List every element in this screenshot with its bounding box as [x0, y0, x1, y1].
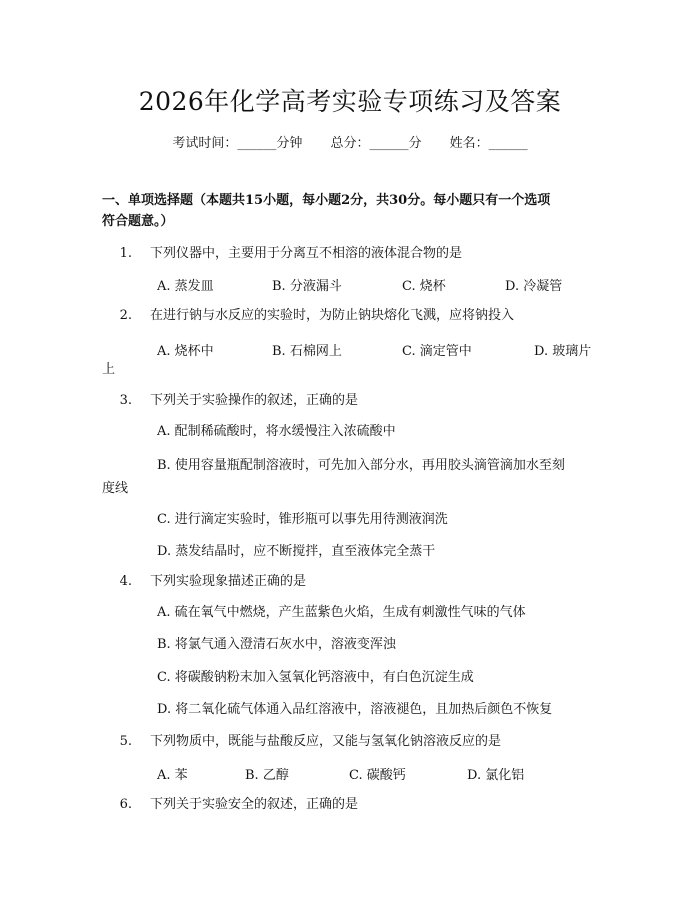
- question-6: [102, 795, 602, 815]
- question-5: [102, 732, 602, 752]
- question-text: 下列实验现象描述正确的是: [150, 574, 307, 589]
- option-a: A. 蒸发皿: [157, 279, 214, 294]
- question-number: 1.: [119, 246, 132, 261]
- question-text: 下列关于实验操作的叙述，正确的是: [150, 393, 359, 408]
- question-number: 6.: [119, 797, 132, 812]
- question-4-option-a: A. 硫在氧气中燃烧，产生蓝紫色火焰，生成有刺激性气味的气体: [157, 605, 526, 620]
- question-3: [102, 391, 602, 411]
- question-text: 下列仪器中，主要用于分离互不相溶的液体混合物的是: [150, 246, 463, 261]
- section-heading-line1: 一、单项选择题（本题共15小题，每小题2分，共30分。每小题只有一个选项: [102, 193, 551, 208]
- exam-score: 总分：______分: [330, 136, 422, 151]
- section-heading: [102, 190, 602, 232]
- question-text: 下列物质中，既能与盐酸反应，又能与氢氧化钠溶液反应的是: [150, 734, 502, 749]
- option-d: D. 玻璃片: [534, 344, 592, 359]
- question-4-option-d: D. 将二氧化硫气体通入品红溶液中，溶液褪色，且加热后颜色不恢复: [157, 702, 553, 717]
- question-text: 在进行钠与水反应的实验时，为防止钠块熔化飞溅，应将钠投入: [150, 308, 515, 323]
- question-4-option-c: C. 将碳酸钠粉末加入氢氧化钙溶液中，有白色沉淀生成: [157, 670, 474, 685]
- question-3-option-a: A. 配制稀硫酸时，将水缓慢注入浓硫酸中: [157, 424, 396, 439]
- question-number: 2.: [119, 308, 132, 323]
- page-title: 2026年化学高考实验专项练习及答案: [138, 87, 562, 116]
- question-4: [102, 572, 602, 592]
- question-text: 下列关于实验安全的叙述，正确的是: [150, 797, 359, 812]
- question-number: 5.: [119, 734, 132, 749]
- question-3-option-b: B. 使用容量瓶配制溶液时，可先加入部分水，再用胶头滴管滴加水至刻: [157, 458, 565, 473]
- exam-time: 考试时间：______分钟: [172, 136, 303, 151]
- question-3-option-c: C. 进行滴定实验时，锥形瓶可以事先用待测液润洗: [157, 512, 448, 527]
- option-c: C. 碳酸钙: [349, 768, 406, 783]
- option-b: B. 分液漏斗: [272, 279, 342, 294]
- option-c: C. 滴定管中: [402, 344, 472, 359]
- section-heading-line2: 符合题意。）: [102, 214, 174, 229]
- question-number: 3.: [119, 393, 132, 408]
- option-b: B. 乙醇: [245, 768, 289, 783]
- question-2: [102, 306, 602, 326]
- option-d: D. 冷凝管: [505, 279, 563, 294]
- question-2-wrap: 上: [102, 362, 116, 377]
- option-c: C. 烧杯: [402, 279, 446, 294]
- question-4-option-b: B. 将氯气通入澄清石灰水中，溶液变浑浊: [157, 637, 396, 652]
- question-3-option-d: D. 蒸发结晶时，应不断搅拌，直至液体完全蒸干: [157, 544, 436, 559]
- question-1: [102, 244, 602, 264]
- option-a: A. 苯: [157, 768, 188, 783]
- question-number: 4.: [119, 574, 132, 589]
- option-d: D. 氯化铝: [467, 768, 525, 783]
- option-a: A. 烧杯中: [157, 344, 214, 359]
- question-3-option-b-wrap: 度线: [102, 481, 129, 496]
- option-b: B. 石棉网上: [272, 344, 342, 359]
- exam-meta: [0, 132, 700, 151]
- exam-name: 姓名：______: [449, 136, 528, 151]
